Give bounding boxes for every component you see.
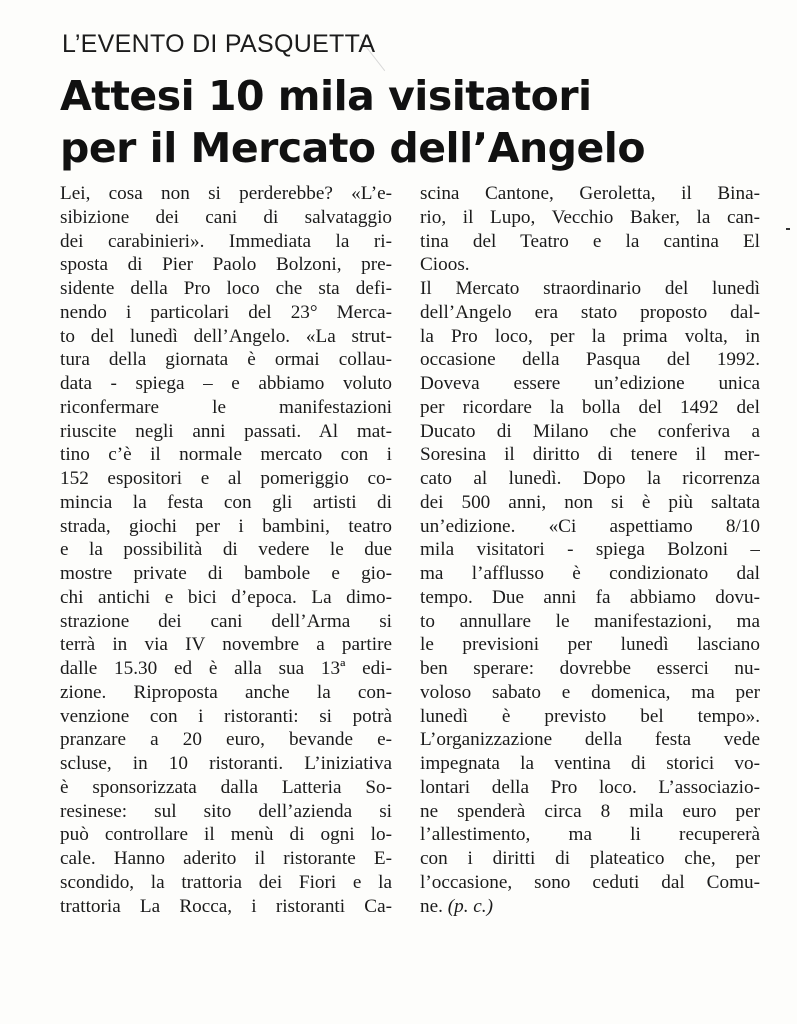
article-text-line: dei 500 anni, non si è più saltata — [420, 491, 760, 513]
article-text-line: tina del Teatro e la cantina El — [420, 230, 760, 252]
article-text-line — [420, 895, 760, 919]
article-text-line: tempo. Due anni fa abbiamo dovu- — [420, 586, 760, 608]
article-text-line: mincia la festa con gli artisti di — [60, 491, 392, 513]
article-text-line: dell’Angelo era stato proposto dal- — [420, 301, 760, 323]
article-text-line: Soresina il diritto di tenere il mer- — [420, 444, 760, 466]
article-text-line: può controllare il menù di ogni lo- — [60, 824, 392, 846]
article-text-line: con i diritti di plateatico che, per — [420, 848, 760, 869]
article-text-line: ma l’afflusso è condizionato dal — [420, 563, 760, 584]
line-text: Cioos. — [420, 254, 470, 276]
headline-line-2: per il Mercato dell’Angelo — [60, 124, 646, 172]
article-text-line: tura della giornata è ormai collau- — [60, 349, 392, 371]
article-text-line: to annullare le manifestazioni, ma — [420, 610, 760, 632]
article-text-line: zione. Riproposta anche la con- — [60, 681, 392, 703]
article-text-line: lontari della Pro loco. L’associazio- — [420, 776, 760, 798]
headline-line-1: Attesi 10 mila visitatori — [60, 72, 592, 120]
article-text-line: dalle 15.30 ed è alla sua 13ª edi- — [60, 658, 392, 679]
article-text-line: scluse, in 10 ristoranti. L’iniziativa — [60, 753, 392, 774]
article-text-line: riconfermare le manifestazioni — [60, 396, 392, 418]
article-text-line: Ducato di Milano che conferiva a — [420, 420, 760, 442]
article-kicker: L’EVENTO DI PASQUETTA — [62, 30, 376, 58]
article-headline — [60, 70, 645, 174]
article-text-line: le previsioni per lunedì lasciano — [420, 634, 760, 656]
article-text-line: chi antichi e bici d’epoca. La dimo- — [60, 586, 392, 608]
article-text-line: scondido, la trattoria dei Fiori e la — [60, 871, 392, 893]
article-column-left — [60, 182, 392, 918]
scan-edge-mark — [786, 228, 790, 230]
article-text-line: cato al lunedì. Dopo la ricorrenza — [420, 468, 760, 489]
article-text-line: sposta di Pier Paolo Bolzoni, pre- — [60, 254, 392, 276]
article-text-line: resinese: sul sito dell’azienda si — [60, 800, 392, 822]
article-text-line: L’organizzazione della festa vede — [420, 729, 760, 751]
article-text-line: Doveva essere un’edizione unica — [420, 373, 760, 394]
article-text-line: occasione della Pasqua del 1992. — [420, 349, 760, 371]
article-text-line: riuscite negli anni passati. Al mat- — [60, 420, 392, 442]
article-text-line: lunedì è previsto bel tempo». — [420, 705, 760, 727]
article-text-line: rio, il Lupo, Vecchio Baker, la can- — [420, 206, 760, 228]
article-text-line: cale. Hanno aderito il ristorante E- — [60, 848, 392, 869]
article-text-line — [420, 253, 760, 277]
article-text-line: scina Cantone, Geroletta, il Bina- — [420, 183, 760, 204]
article-text-line: mostre private di bambole e gio- — [60, 563, 392, 584]
article-text-line: mila visitatori - spiega Bolzoni – — [420, 539, 760, 561]
article-text-line: 152 espositori e al pomeriggio co- — [60, 468, 392, 489]
article-text-line: l’occasione, sono ceduti dal Comu- — [420, 871, 760, 893]
author-signature: (p. c.) — [447, 895, 493, 917]
article-text-line: sibizione dei cani di salvataggio — [60, 206, 392, 228]
article-text-line: voloso sabato e domenica, ma per — [420, 681, 760, 703]
article-text-line: nendo i particolari del 23° Merca- — [60, 301, 392, 323]
article-text-line: per ricordare la bolla del 1492 del — [420, 396, 760, 418]
article-text-line: la Pro loco, per la prima volta, in — [420, 325, 760, 347]
article-text-line: l’allestimento, ma li recupererà — [420, 824, 760, 846]
article-text-line: data - spiega – e abbiamo voluto — [60, 373, 392, 394]
article-text-line: venzione con i ristoranti: si potrà — [60, 705, 392, 727]
article-text-line: strada, giochi per i bambini, teatro — [60, 515, 392, 537]
line-text: ne. — [420, 895, 443, 917]
article-text-line: pranzare a 20 euro, bevande e- — [60, 729, 392, 751]
article-column-right — [420, 182, 760, 918]
article-text-line: terrà in via IV novembre a partire — [60, 634, 392, 656]
article-text-line: ne spenderà circa 8 mila euro per — [420, 800, 760, 822]
article-text-line: impegnata la ventina di storici vo- — [420, 753, 760, 774]
article-text-line: tino c’è il normale mercato con i — [60, 444, 392, 466]
article-text-line: ben sperare: dovrebbe esserci nu- — [420, 658, 760, 679]
article-text-line: e la possibilità di vedere le due — [60, 539, 392, 561]
article-text-line: è sponsorizzata dalla Latteria So- — [60, 776, 392, 798]
article-text-line: to del lunedì dell’Angelo. «La strut- — [60, 325, 392, 347]
article-text-line: trattoria La Rocca, i ristoranti Ca- — [60, 895, 392, 917]
article-text-line: Il Mercato straordinario del lunedì — [420, 278, 760, 299]
article-text-line: Lei, cosa non si perderebbe? «L’e- — [60, 183, 392, 204]
article-text-line: strazione dei cani dell’Arma si — [60, 610, 392, 632]
article-text-line: un’edizione. «Ci aspettiamo 8/10 — [420, 515, 760, 537]
article-text-line: sidente della Pro loco che sta defi- — [60, 278, 392, 299]
article-text-line: dei carabinieri». Immediata la ri- — [60, 230, 392, 252]
